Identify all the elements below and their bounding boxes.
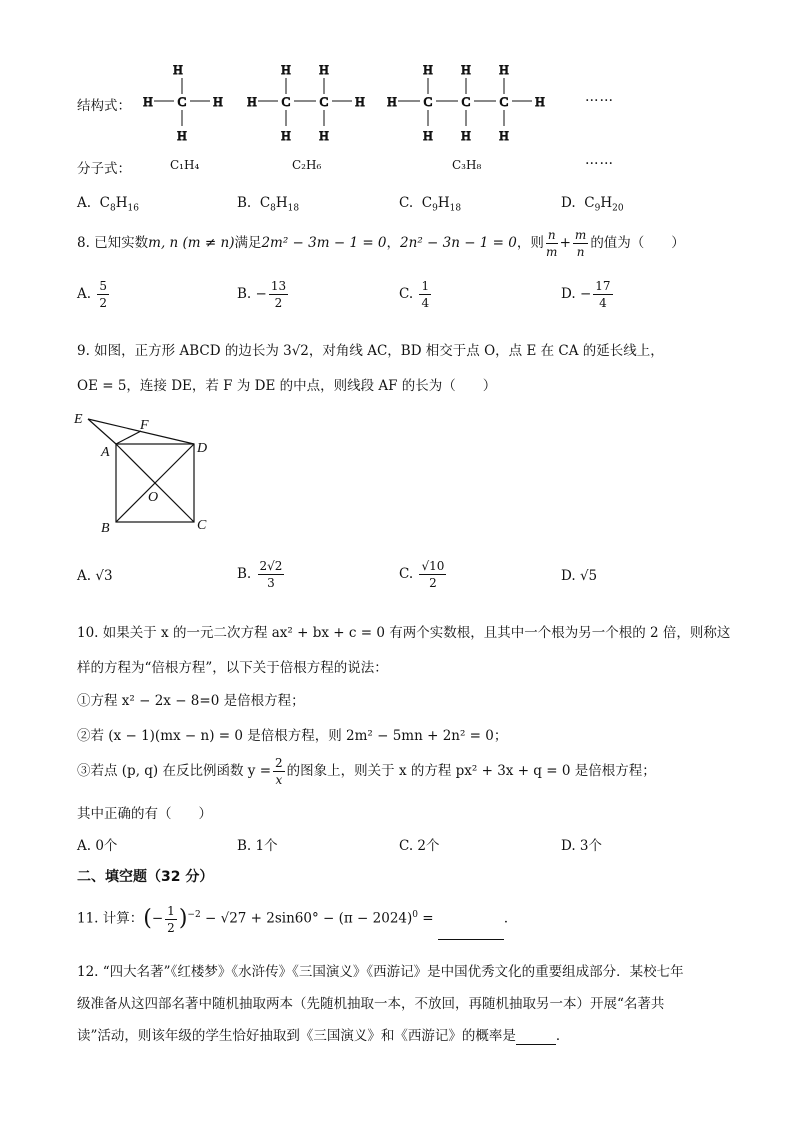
label-c: C: [197, 518, 207, 533]
ellipsis: ……: [585, 152, 614, 168]
q10-statement-2: ②若 (x − 1)(mx − n) = 0 是倍根方程，则 2m² − 5mn + 2n² = 0；: [77, 728, 508, 744]
atom-h: H: [387, 94, 397, 109]
atom-h: H: [143, 94, 153, 109]
atom-c: C: [177, 94, 187, 109]
q8-option-a[interactable]: A. $\frac{5}{2}$: [77, 279, 107, 310]
q9-stem-line1: 9. 如图，正方形 ABCD 的边长为 3√2，对角线 AC，BD 相交于点 O，点 E 在 CA 的延长线上，: [77, 343, 664, 359]
formula-label: 分子式：: [77, 161, 131, 177]
q12-stem-line3: 读”活动，则该年级的学生恰好抽取到《三国演义》和《西游记》的概率是 ．: [77, 1028, 570, 1044]
q7-option-a[interactable]: A. $C_8H_{16}$: [77, 195, 139, 214]
label-o: O: [148, 490, 159, 505]
formula-c3h8: C₃H₈: [452, 158, 482, 172]
atom-c: C: [461, 94, 471, 109]
section-heading-fill-in: 二、填空题（32 分）: [77, 869, 214, 885]
q10-option-c[interactable]: C. 2个: [399, 838, 440, 854]
atom-h: H: [355, 94, 365, 109]
label-d: D: [197, 441, 208, 456]
q7-option-c[interactable]: C. $C_9H_{18}$: [399, 195, 462, 214]
atom-h: H: [213, 94, 223, 109]
atom-c: C: [499, 94, 509, 109]
q11-answer-blank[interactable]: [438, 899, 504, 940]
q12-answer-blank[interactable]: [516, 1028, 556, 1045]
q10-stem-line1: 10. 如果关于 x 的一元二次方程 ax² + bx + c = 0 有两个实数根，且其中一个根为另一个根的 2 倍，则称这: [77, 625, 731, 641]
q9-stem-line2: OE = 5，连接 DE，若 F 为 DE 的中点，则线段 AF 的长为（ ）: [77, 378, 497, 394]
q10-stem-line2: 样的方程为“倍根方程”，以下关于倍根方程的说法：: [77, 660, 388, 676]
q9-option-a[interactable]: A. √3: [77, 568, 113, 584]
q7-option-b[interactable]: B. $C_8H_{18}$: [237, 195, 300, 214]
q10-question: 其中正确的有（ ）: [77, 806, 212, 822]
q8-stem: 8. 已知实数m, n (m ≠ n)满足2m² − 3m − 1 = 0，2n² − 3n − 1 = 0，则 $\frac{n}{m}$ + $\frac{m}{n}$ 的值为（ ）: [77, 228, 685, 259]
atom-c: C: [281, 94, 291, 109]
q10-option-b[interactable]: B. 1个: [237, 838, 278, 854]
q9-option-c[interactable]: C. $\frac{√10}{2}$: [399, 559, 445, 590]
label-e: E: [74, 412, 83, 427]
atom-h: H: [281, 62, 291, 77]
structural-formulas-figure: [130, 58, 560, 148]
q12-stem-line2: 级准备从这四部名著中随机抽取两本（先随机抽取一本，不放回，再随机抽取另一本）开展“名著共: [77, 996, 665, 1012]
atom-h: H: [499, 128, 509, 143]
q10-statement-1: ①方程 x² − 2x − 8=0 是倍根方程；: [77, 693, 305, 709]
atom-h: H: [461, 62, 471, 77]
q10-statement-3: ③若点 (p, q) 在反比例函数 y = $\frac{2}{x}$ 的图象上，则关于 x 的方程 px² + 3x + q = 0 是倍根方程；: [77, 756, 656, 787]
q8-option-d[interactable]: D. − $\frac{17}{4}$: [561, 279, 611, 310]
label-a: A: [101, 445, 110, 460]
ellipsis: ……: [585, 89, 614, 105]
atom-h: H: [247, 94, 257, 109]
formula-c2h6: C₂H₆: [292, 158, 322, 172]
atom-h: H: [319, 62, 329, 77]
formula-ch4: C₁H₄: [170, 158, 200, 172]
q7-option-d[interactable]: D. $C_9H_{20}$: [561, 195, 624, 214]
q9-option-b[interactable]: B. $\frac{2√2}{3}$: [237, 559, 283, 590]
q10-option-d[interactable]: D. 3个: [561, 838, 603, 854]
label-f: F: [140, 418, 149, 433]
label-b: B: [101, 521, 110, 535]
q10-option-a[interactable]: A. 0个: [77, 838, 118, 854]
atom-h: H: [499, 62, 509, 77]
q11-stem: 11. 计算：(− $\frac{1}{2}$ )$^{-2} - √27 + 2\sin 60^\circ - (\pi - 2024)^0$ = ．: [77, 895, 517, 940]
atom-h: H: [281, 128, 291, 143]
q8-option-c[interactable]: C. $\frac{1}{4}$: [399, 279, 430, 310]
atom-h: H: [173, 62, 183, 77]
structure-label: 结构式：: [77, 98, 131, 114]
atom-h: H: [319, 128, 329, 143]
atom-h: H: [177, 128, 187, 143]
q8-option-b[interactable]: B. − $\frac{13}{2}$: [237, 279, 287, 310]
atom-h: H: [423, 62, 433, 77]
q12-stem-line1: 12. “四大名著”《红楼梦》《水浒传》《三国演义》《西游记》是中国优秀文化的重要组成部分．某校七年: [77, 964, 684, 980]
atom-h: H: [461, 128, 471, 143]
square-abcd-figure: [70, 405, 220, 535]
atom-h: H: [423, 128, 433, 143]
atom-h: H: [535, 94, 545, 109]
q9-option-d[interactable]: D. √5: [561, 568, 598, 584]
atom-c: C: [319, 94, 329, 109]
atom-c: C: [423, 94, 433, 109]
